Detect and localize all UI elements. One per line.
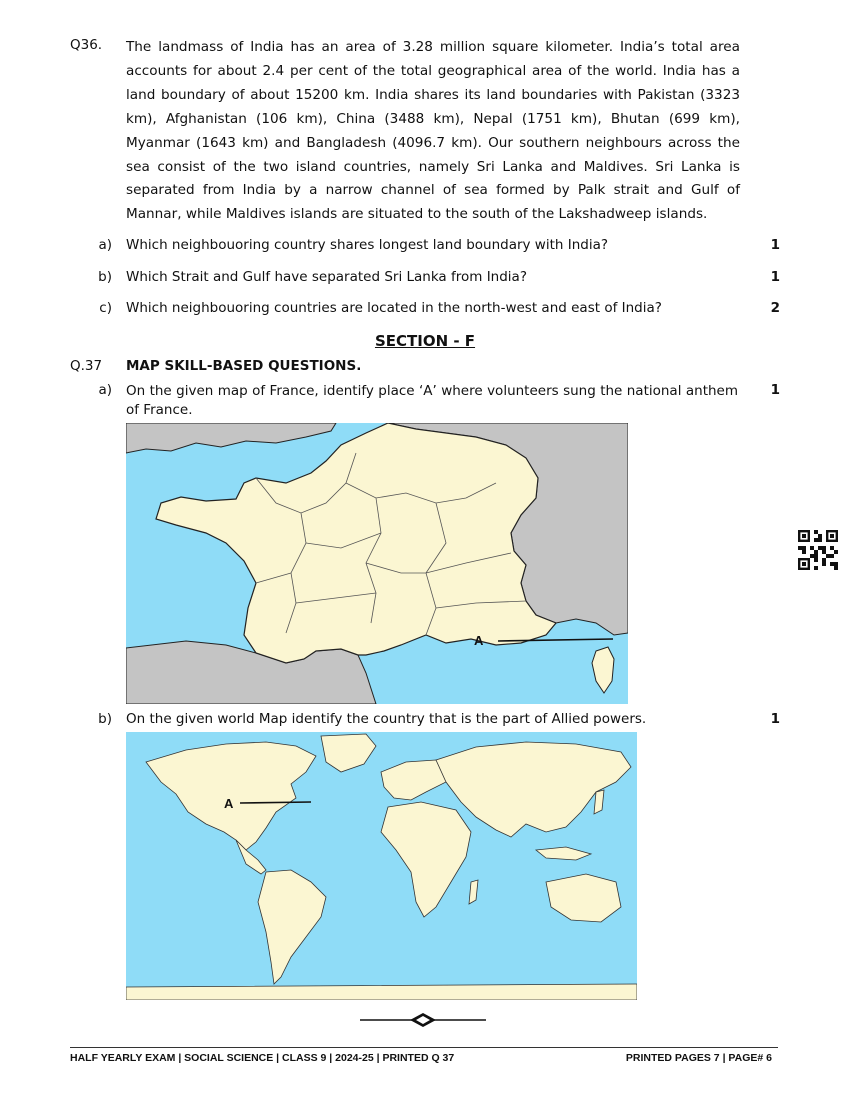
world-map-marker-a: A <box>224 796 234 811</box>
q36-sub-c-label: c) <box>99 300 112 316</box>
footer-left: HALF YEARLY EXAM | SOCIAL SCIENCE | CLASS 9 | 2024-25 | PRINTED Q 37 <box>70 1052 455 1064</box>
q36-sub-b-text: Which Strait and Gulf have separated Sri Lanka from India? <box>126 269 527 285</box>
q36-sub-b-marks: 1 <box>770 269 780 285</box>
q37-sub-a-marks: 1 <box>770 382 780 398</box>
q37-sub-b-marks: 1 <box>770 711 780 727</box>
world-map <box>126 732 637 1000</box>
q36-sub-a-label: a) <box>98 237 112 253</box>
france-map-marker-a: A <box>474 633 484 648</box>
france-map <box>126 423 628 704</box>
q36-passage: The landmass of India has an area of 3.28 million square kilometer. India’s total area accounts for about 2.4 per cent of the total geographical area of the world. India has a land boundary of about 15200 km. India shares its land boundaries with Pakistan (3323 km), Afghanistan (106 km), China (3488 km), Nepal (1751 km), Bhutan (699 km), Myanmar (1643 km) and Bangladesh (4096.7 km). Our southern neighbours across the sea consist of the two island countries, namely Sri Lanka and Maldives. Sri Lanka is separated from India by a narrow channel of sea formed by Palk strait and Gulf of Mannar, while Maldives islands are situated to the south of the Lakshadweep islands. <box>126 39 740 223</box>
q36-sub-a-text: Which neighbouoring country shares longest land boundary with India? <box>126 237 609 253</box>
question-number-36: Q36. <box>70 37 103 53</box>
q36-sub-a-marks: 1 <box>770 237 780 253</box>
section-title: SECTION - F <box>374 332 476 350</box>
footer-right: PRINTED PAGES 7 | PAGE# 6 <box>625 1052 772 1064</box>
footer-divider <box>70 1047 778 1048</box>
question-number-37: Q.37 <box>70 358 103 374</box>
q36-sub-c-text: Which neighbouoring countries are located in the north-west and east of India? <box>126 300 662 316</box>
q37-heading: MAP SKILL-BASED QUESTIONS. <box>126 358 362 374</box>
q37-sub-a-text: On the given map of France, identify place ‘A’ where volunteers sung the national anthem of France. <box>126 383 738 418</box>
q36-sub-b-label: b) <box>98 269 112 285</box>
qr-code <box>798 530 838 570</box>
q37-sub-a-label: a) <box>98 382 112 398</box>
q36-sub-c-marks: 2 <box>770 300 780 316</box>
ornament-divider <box>360 1012 486 1028</box>
q37-sub-b-label: b) <box>98 711 112 727</box>
q37-sub-b-text: On the given world Map identify the country that is the part of Allied powers. <box>126 711 647 727</box>
